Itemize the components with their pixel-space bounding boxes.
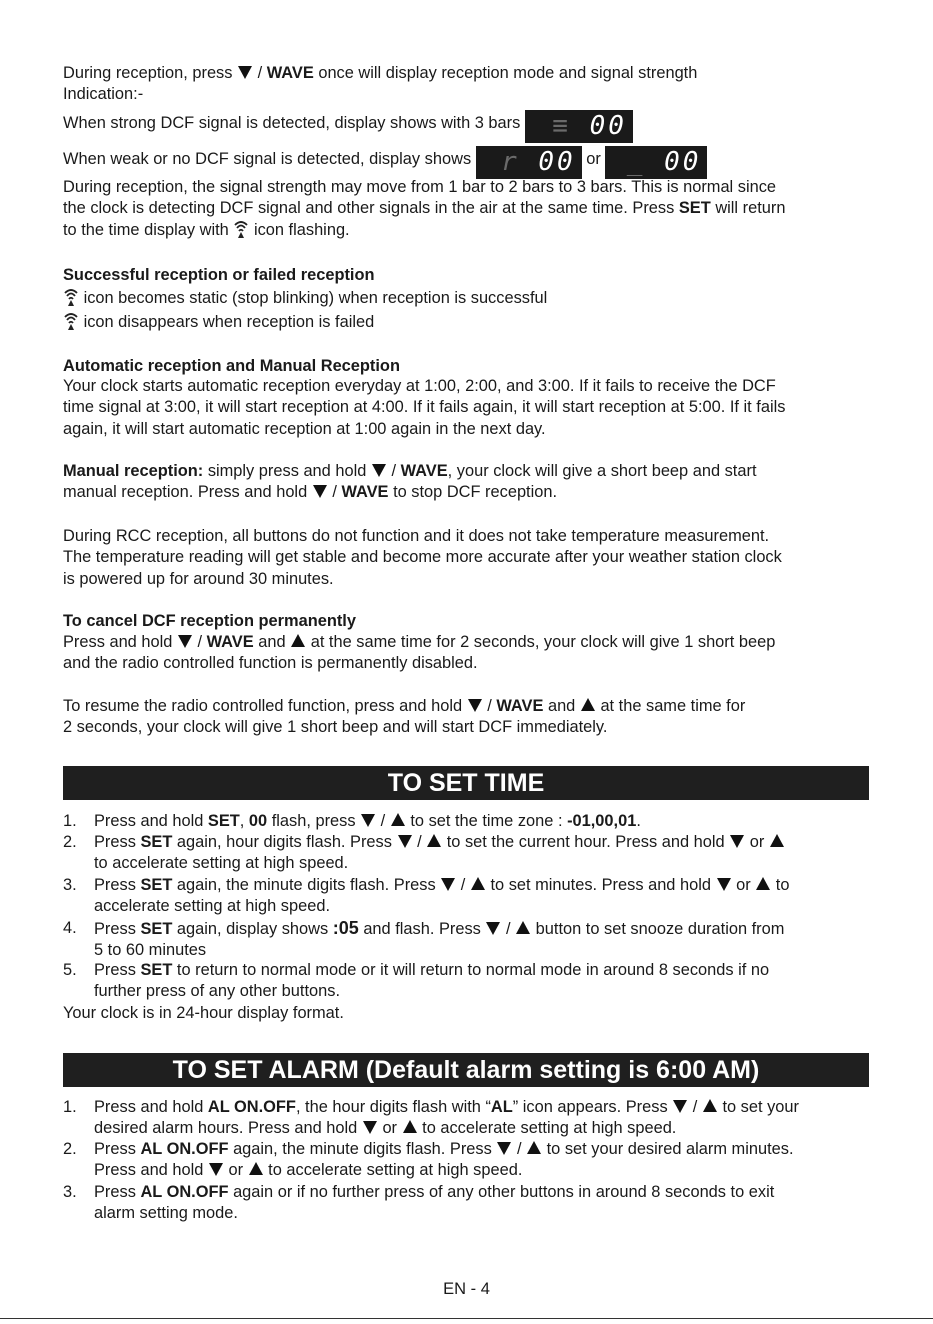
resume-text: and <box>547 697 576 715</box>
lcd-display-weak-r <box>476 146 582 179</box>
resume-paragraph <box>63 696 873 739</box>
list-text <box>94 1182 873 1225</box>
lcd-display-weak-underscore <box>605 146 707 179</box>
text: to set the time zone : <box>410 812 563 830</box>
cancel-heading: To cancel DCF reception permanently <box>63 612 356 630</box>
digits-00: 00 <box>248 812 268 830</box>
text: alarm setting mode. <box>94 1204 238 1223</box>
down-arrow-icon <box>730 835 744 848</box>
text: to set minutes. Press and hold <box>490 876 711 894</box>
separator: / <box>257 64 263 82</box>
text: to accelerate setting at high speed. <box>268 1161 523 1180</box>
down-arrow-icon <box>673 1100 687 1113</box>
text: again, hour digits flash. Press <box>176 833 392 851</box>
strong-signal-line <box>63 110 873 143</box>
intro-text: once will display reception mode and signal strength <box>318 64 698 82</box>
separator: / <box>516 1140 522 1158</box>
page-number: EN - 4 <box>443 1280 490 1298</box>
al-icon-label: AL <box>490 1098 513 1116</box>
wave-key: WAVE <box>266 64 314 82</box>
wave-key: WAVE <box>341 483 389 502</box>
text: or <box>382 1119 398 1138</box>
up-arrow-icon <box>581 698 595 711</box>
list-number: 2. <box>63 1140 77 1158</box>
lcd-bars: ≡ <box>552 111 571 141</box>
al-on-off-key: AL ON.OFF <box>140 1140 229 1158</box>
up-arrow-icon <box>249 1162 263 1175</box>
text: Press and hold <box>94 812 204 830</box>
text: again, the minute digits flash. Press <box>176 876 436 894</box>
intro-paragraph <box>63 63 873 106</box>
separator: / <box>332 483 337 502</box>
resume-text: To resume the radio controlled function, press and hold <box>63 697 463 715</box>
manual-text: simply press and hold <box>207 462 367 480</box>
strong-signal-text: When strong DCF signal is detected, display shows with 3 bars <box>63 114 521 132</box>
up-arrow-icon <box>391 813 405 826</box>
time-zone-values: -01,00,01 <box>567 812 637 830</box>
list-item <box>63 832 873 875</box>
strength-text: to the time display with <box>63 220 229 239</box>
wave-key: WAVE <box>206 633 254 651</box>
text: desired alarm hours. Press and hold <box>94 1119 358 1138</box>
set-key: SET <box>140 920 173 938</box>
list-item <box>63 1182 873 1225</box>
bottom-divider <box>0 1318 933 1319</box>
list-number: 5. <box>63 961 77 979</box>
text: again, display shows <box>176 920 329 938</box>
radio-wave-icon <box>63 288 79 306</box>
up-arrow-icon <box>291 634 305 647</box>
display-format-note: Your clock is in 24-hour display format. <box>63 1004 344 1022</box>
wave-key: WAVE <box>496 697 544 715</box>
failed-line <box>63 312 873 333</box>
weak-signal-text: When weak or no DCF signal is detected, display shows <box>63 150 472 168</box>
set-key: SET <box>207 812 240 830</box>
manual-paragraph <box>63 461 873 504</box>
down-arrow-icon <box>313 485 327 498</box>
list-number: 3. <box>63 1183 77 1201</box>
list-number: 2. <box>63 833 77 851</box>
lcd-digits: 00 <box>589 111 627 141</box>
text: Press <box>94 920 136 938</box>
list-number: 1. <box>63 1098 77 1116</box>
up-arrow-icon <box>403 1120 417 1133</box>
strength-text: the clock is detecting DCF signal and other signals in the air at the same time. Press <box>63 199 675 218</box>
strength-text: icon flashing. <box>253 220 350 239</box>
auto-text: time signal at 3:00, it will start reception at 4:00. If it fails again, it will start reception at 5:00. If it fails <box>63 398 786 417</box>
set-key: SET <box>140 833 173 851</box>
weak-signal-line <box>63 146 873 179</box>
manual-text: , your clock will give a short beep and start <box>447 462 757 480</box>
set-time-banner: TO SET TIME <box>63 766 869 800</box>
list-text <box>94 1139 873 1182</box>
list-text <box>94 918 873 962</box>
list-text <box>94 960 873 1003</box>
list-text <box>94 875 873 918</box>
rcc-text: is powered up for around 30 minutes. <box>63 569 334 588</box>
down-arrow-icon <box>363 1121 377 1134</box>
up-arrow-icon <box>770 834 784 847</box>
text: to accelerate setting at high speed. <box>422 1119 677 1138</box>
strength-paragraph <box>63 177 873 241</box>
rcc-paragraph <box>63 526 873 590</box>
text: ” icon appears. Press <box>512 1098 668 1116</box>
up-arrow-icon <box>516 921 530 934</box>
up-arrow-icon <box>756 877 770 890</box>
set-key: SET <box>140 876 173 894</box>
down-arrow-icon <box>441 878 455 891</box>
lcd-digits: 00 <box>664 147 702 177</box>
text: further press of any other buttons. <box>94 982 340 1001</box>
text: , <box>239 812 245 830</box>
radio-wave-icon <box>233 220 249 238</box>
separator: / <box>417 833 422 851</box>
cancel-text: Press and hold <box>63 633 173 651</box>
text: Press and hold <box>94 1161 204 1180</box>
lcd-digits: 00 <box>538 147 576 177</box>
down-arrow-icon <box>361 814 375 827</box>
separator: / <box>460 876 466 894</box>
separator: / <box>380 812 386 830</box>
success-heading: Successful reception or failed reception <box>63 266 375 284</box>
text: accelerate setting at high speed. <box>94 897 330 916</box>
list-text <box>94 832 873 875</box>
auto-paragraph <box>63 376 873 440</box>
failed-text: icon disappears when reception is failed <box>83 313 375 331</box>
text: to set your desired alarm minutes. <box>546 1140 794 1158</box>
text: button to set snooze duration from <box>535 920 785 938</box>
text: 5 to 60 minutes <box>94 941 207 960</box>
text: flash, press <box>271 812 356 830</box>
text: . <box>636 812 641 830</box>
list-item <box>63 875 873 918</box>
down-arrow-icon <box>468 699 482 712</box>
set-alarm-banner: TO SET ALARM (Default alarm setting is 6:00 AM) <box>63 1053 869 1087</box>
list-number: 4. <box>63 919 77 937</box>
set-key: SET <box>140 961 173 979</box>
or-text: or <box>586 150 601 168</box>
down-arrow-icon <box>209 1163 223 1176</box>
text: Press <box>94 1183 136 1201</box>
strength-text: will return <box>715 199 786 218</box>
text: or <box>749 833 765 851</box>
lcd-bars: _ <box>626 147 646 177</box>
cancel-paragraph <box>63 632 873 675</box>
manual-text: to stop DCF reception. <box>393 483 558 502</box>
text: to set the current hour. Press and hold <box>446 833 725 851</box>
list-item <box>63 1139 873 1182</box>
up-arrow-icon <box>527 1141 541 1154</box>
resume-text: 2 seconds, your clock will give 1 short beep and will start DCF immediately. <box>63 718 608 737</box>
text: again, the minute digits flash. Press <box>233 1140 492 1158</box>
separator: / <box>487 697 492 715</box>
separator: / <box>197 633 203 651</box>
text: Press <box>94 961 136 979</box>
up-arrow-icon <box>427 834 441 847</box>
lcd-bars: r <box>501 147 520 177</box>
cancel-text: and the radio controlled function is permanently disabled. <box>63 654 478 673</box>
resume-text: at the same time for <box>600 697 746 715</box>
radio-wave-icon <box>63 312 79 330</box>
list-item <box>63 960 873 1003</box>
rcc-text: The temperature reading will get stable and become more accurate after your weather station clock <box>63 548 782 567</box>
down-arrow-icon <box>178 635 192 648</box>
snooze-display-value: :05 <box>332 918 359 938</box>
text: and flash. Press <box>363 920 481 938</box>
text: , the hour digits flash with “ <box>295 1098 491 1116</box>
up-arrow-icon <box>471 877 485 890</box>
manual-label: Manual reception: <box>63 462 204 480</box>
separator: / <box>391 462 397 480</box>
auto-text: again, it will start automatic reception at 1:00 again in the next day. <box>63 419 546 438</box>
intro-text: During reception, press <box>63 64 233 82</box>
auto-text: Your clock starts automatic reception everyday at 1:00, 2:00, and 3:00. If it fails to receive the DCF <box>63 377 776 395</box>
text: Press and hold <box>94 1098 204 1116</box>
down-arrow-icon <box>398 835 412 848</box>
down-arrow-icon <box>717 878 731 891</box>
list-item <box>63 1097 873 1140</box>
intro-text: Indication:- <box>63 85 144 104</box>
down-arrow-icon <box>497 1142 511 1155</box>
text: Press <box>94 876 136 894</box>
list-item <box>63 811 873 832</box>
cancel-text: and <box>258 633 286 651</box>
text: again or if no further press of any other buttons in around 8 seconds to exit <box>233 1183 775 1201</box>
strength-text: During reception, the signal strength may move from 1 bar to 2 bars to 3 bars. This is normal since <box>63 178 777 196</box>
list-text <box>94 1097 873 1140</box>
down-arrow-icon <box>372 464 386 477</box>
wave-key: WAVE <box>400 462 448 480</box>
success-text: icon becomes static (stop blinking) when reception is successful <box>83 289 548 307</box>
list-item <box>63 918 873 962</box>
separator: / <box>692 1098 698 1116</box>
text: to accelerate setting at high speed. <box>94 854 349 873</box>
text: to set your <box>722 1098 799 1116</box>
set-key: SET <box>678 199 711 218</box>
text: Press <box>94 833 136 851</box>
text: or <box>736 876 751 894</box>
separator: / <box>505 920 511 938</box>
list-number: 1. <box>63 812 77 830</box>
al-on-off-key: AL ON.OFF <box>207 1098 296 1116</box>
cancel-text: at the same time for 2 seconds, your clock will give 1 short beep <box>310 633 776 651</box>
list-number: 3. <box>63 876 77 894</box>
down-arrow-icon <box>486 922 500 935</box>
text: to <box>775 876 790 894</box>
list-text <box>94 811 873 832</box>
lcd-display-strong <box>525 110 633 143</box>
rcc-text: During RCC reception, all buttons do not function and it does not take temperature measurement. <box>63 527 770 545</box>
text: Press <box>94 1140 136 1158</box>
auto-heading: Automatic reception and Manual Reception <box>63 357 400 375</box>
success-line <box>63 288 873 309</box>
down-arrow-icon <box>238 66 252 79</box>
text: to return to normal mode or it will return to normal mode in around 8 seconds if no <box>176 961 770 979</box>
manual-text: manual reception. Press and hold <box>63 483 308 502</box>
text: or <box>228 1161 244 1180</box>
al-on-off-key: AL ON.OFF <box>140 1183 229 1201</box>
up-arrow-icon <box>703 1099 717 1112</box>
